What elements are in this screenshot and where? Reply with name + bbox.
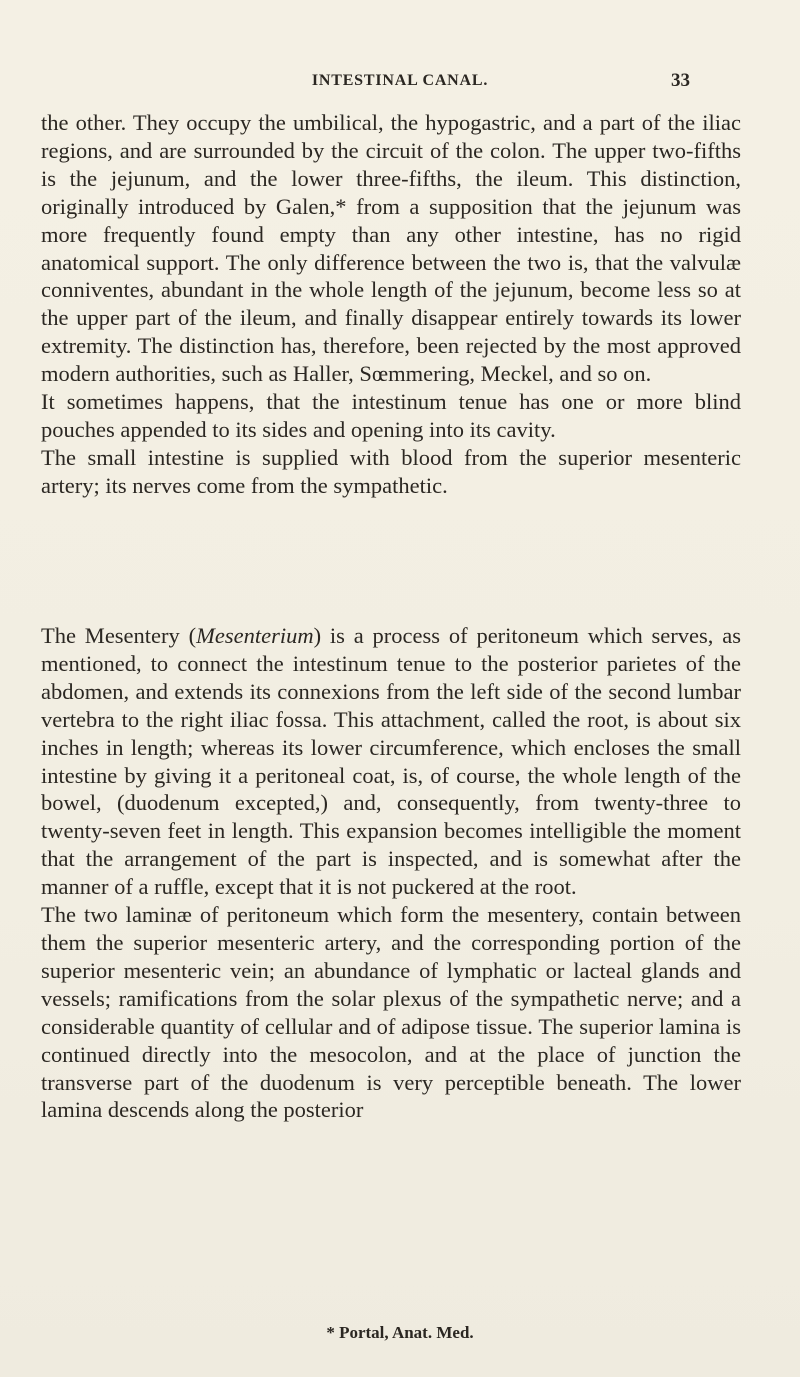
paragraph-blood-supply: The small intestine is supplied with blood from the superior mesenteric artery; its nerves come from the sympathetic. — [41, 444, 741, 498]
footnote: * Portal, Anat. Med. — [326, 1323, 474, 1342]
latin-term: Mesenterium — [196, 623, 314, 648]
paragraph-jejunum-ileum: the other. They occupy the umbilical, the hypogastric, and a part of the iliac regions, and are surrounded by the circuit of the colon. The upper two-fifths is the jejunum, and the lower three-fifths, the ileum. This distinction, originally introduced by Galen,* from a supposition that the jejunum was more frequently found empty than any other intestine, has no rigid anatomical support. The only difference between the two is, that the valvulæ conniventes, abundant in the whole length of the jejunum, become less so at the upper part of the ileum, and finally disappear entirely towards its lower extremity. The distinction has, therefore, been rejected by the most approved modern authorities, such as Haller, Sœmmering, Meckel, and so on. — [41, 110, 741, 387]
body-text-section-1 — [41, 109, 741, 500]
body-text-section-2 — [41, 622, 741, 1124]
paragraph-laminae: The two laminæ of peritoneum which form the mesentery, contain between them the superior mesenteric artery, and the corresponding portion of the superior mesenteric vein; an abundance of lymphatic or lacteal glands and vessels; ramifications from the solar plexus of the sympathetic nerve; and a considerable quantity of cellular and of adipose tissue. The superior lamina is continued directly into the mesocolon, and at the place of junction the transverse part of the duodenum is very perceptible beneath. The lower lamina descends along the posterior — [41, 902, 741, 1123]
paragraph-blind-pouches: It sometimes happens, that the intestinum tenue has one or more blind pouches appended to its sides and opening into its cavity. — [41, 389, 741, 442]
paragraph-mesentery: The Mesentery (Mesenterium) is a process of peritoneum which serves, as mentioned, to connect the intestinum tenue to the posterior parietes of the abdomen, and extends its connexions from the left side of the second lumbar vertebra to the right iliac fossa. This attachment, called the root, is about six inches in length; whereas its lower circumference, which encloses the small intestine by giving it a peritoneal coat, is, of course, the whole length of the bowel, (duodenum excepted,) and, consequently, from twenty-three to twenty-seven feet in length. This expansion becomes intelligible the moment that the arrangement of the part is inspected, and is somewhat after the manner of a ruffle, except that it is not puckered at the root. — [41, 623, 741, 900]
page-number: 33 — [671, 70, 690, 91]
running-header — [0, 72, 800, 100]
paragraph-mesentery-text: is a process of peritoneum which serves, as mentioned, to connect the intestinum tenue to the posterior parietes of the abdomen, and extends its connexions from the left side of the second lumbar vertebra to the right iliac fossa. This attachment, called the root, is about six inches in length; whereas its lower circumference, which encloses the small intestine by giving it a peritoneal coat, is, of course, the whole length of the bowel, (duodenum excepted,) and, consequently, from twenty-three to twenty-seven feet in length. This expansion becomes intelligible the moment that the arrangement of the part is inspected, and is somewhat after the manner of a ruffle, except that it is not puckered at the root. — [41, 623, 741, 900]
running-title: INTESTINAL CANAL. — [311, 72, 489, 89]
term-mesentery: The Mesentery — [41, 623, 180, 648]
